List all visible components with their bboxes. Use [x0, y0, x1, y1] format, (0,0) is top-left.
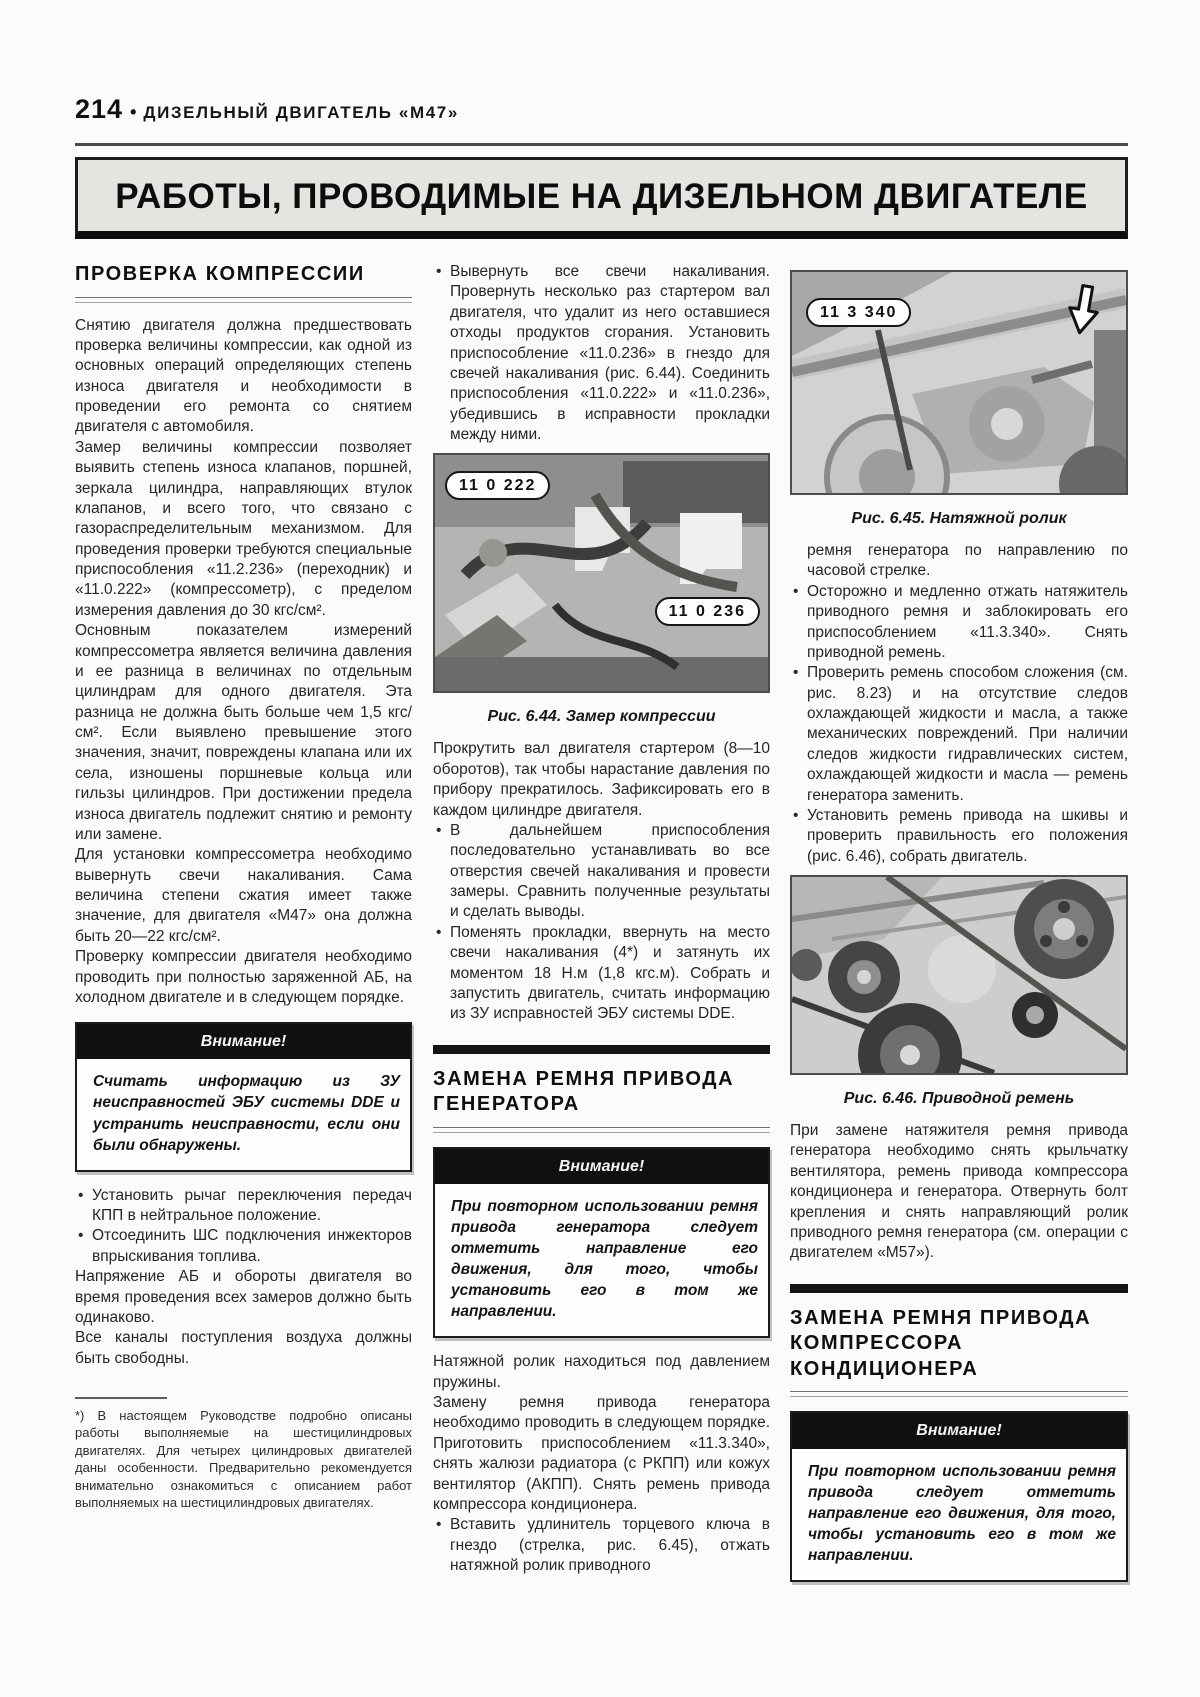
figure-6-44-caption: Рис. 6.44. Замер компрессии — [487, 708, 716, 726]
figure-6-46-photo — [790, 875, 1128, 1075]
body-paragraph: При замене натяжителя ремня привода генератора необходимо снять крыльчатку вентилятора, ремень привода компрессора кондиционера и генератора. Отвернуть болт крепления и снять направляющий ролик приводного ремня генератора (см. операции с двигателем «М57»). — [790, 1122, 1128, 1262]
figure-6-46-caption: Рис. 6.46. Приводной ремень — [843, 1090, 1075, 1108]
warning-text: Считать информацию из ЗУ неисправностей ЭБУ системы DDE и устранить неисправности, если они были обнаружены. — [93, 1073, 400, 1154]
footnote — [75, 1397, 412, 1511]
body-paragraph: Напряжение АБ и обороты двигателя во время проведения всех замеров должно быть одинаково. — [75, 1268, 412, 1326]
bullet-list — [433, 821, 770, 1025]
header-bullet-separator: • — [130, 102, 137, 122]
list-item: • В дальнейшем приспособления последовательно устанавливать во все отверстия свечей накаливания и провести замеры. Сравнить полученные результаты и сделать выводы. — [433, 821, 770, 923]
footnote-rule — [75, 1397, 167, 1399]
warning-text: При повторном использовании ремня привода следует отметить направление его движения, для того, чтобы установить его в том же направлении. — [808, 1462, 1116, 1564]
section-title-rule — [75, 297, 412, 303]
section-title-alternator-belt: ЗАМЕНА РЕМНЯ ПРИВОДА ГЕНЕРАТОРА — [433, 1067, 735, 1116]
list-item: • Отсоединить ШС подключения инжекторов впрыскивания топлива. — [75, 1226, 412, 1267]
list-item: • Установить ремень привода на шкивы и проверить правильность его положения (рис. 6.46), собрать двигатель. — [790, 806, 1128, 867]
bullet-list — [790, 582, 1128, 867]
section-title-rule — [433, 1127, 770, 1133]
tool-badge-11-3-340: 11 3 340 — [806, 298, 911, 327]
warning-title: Внимание! — [77, 1024, 410, 1059]
engine-photo-illustration — [792, 877, 1126, 1073]
tool-badge-11-0-236: 11 0 236 — [655, 597, 760, 626]
tool-badge-11-0-222: 11 0 222 — [445, 471, 550, 500]
body-paragraph: Проверку компрессии двигателя необходимо проводить при полностью заряженной АБ, на холодном двигателе и в следующем порядке. — [75, 948, 412, 1006]
body-paragraph-continuation: ремня генератора по направлению по часовой стрелке. — [807, 542, 1128, 580]
section-header-alternator-belt — [433, 1045, 770, 1133]
warning-text: При повторном использовании ремня привода генератора следует отметить направление его движения, для того, чтобы установить его в том же направлении. — [451, 1197, 758, 1321]
warning-box — [433, 1147, 770, 1339]
section-title-rule — [790, 1391, 1128, 1397]
warning-title: Внимание! — [435, 1149, 768, 1184]
body-paragraph: Снятию двигателя должна предшествовать проверка величины компрессии, как одной из основных операций определяющих степень износа двигателя и необходимости в проведении его ремонта со снятием двигателя с автомобиля. — [75, 316, 412, 436]
section-title-compression-check: ПРОВЕРКА КОМПРЕССИИ — [75, 263, 365, 285]
warning-box — [790, 1411, 1128, 1581]
chapter-title: ДИЗЕЛЬНЫЙ ДВИГАТЕЛЬ «М47» — [143, 103, 459, 122]
section-top-bar — [790, 1284, 1128, 1293]
list-item: • Поменять прокладки, ввернуть на место свечи накаливания (4*) и затянуть их моментом 18 Н.м (1,8 кгс.м). Собрать и запустить двигатель, считать информацию из ЗУ исправностей ЭБУ системы DDE. — [433, 923, 770, 1025]
section-banner — [75, 157, 1128, 239]
column-2 — [433, 262, 770, 1576]
bullet-list — [75, 1186, 412, 1268]
page-number: 214 — [75, 94, 124, 124]
body-paragraph: Основным показателем измерений компрессометра является величина давления и ее разница в величинах по отдельным цилиндрам для одного двигателя. Эта разница не должна быть больше чем 1,5 кгс/см². Если выявлено превышение этого значения, значит, повреждены клапана или их села, изношены поршневые кольца или гильзы цилиндров. При достижении предела износа двигатель подлежит снятию и ремонту или замене. — [75, 622, 412, 843]
section-header-ac-compressor-belt — [790, 1284, 1128, 1398]
body-paragraph: Все каналы поступления воздуха должны быть свободны. — [75, 1329, 412, 1367]
header-rule — [75, 143, 1128, 146]
list-item: • Осторожно и медленно отжать натяжитель приводного ремня и заблокировать его приспособлением «11.3.340». Снять приводной ремень. — [790, 582, 1128, 664]
bullet-list — [433, 262, 770, 445]
figure-6-45-caption: Рис. 6.45. Натяжной ролик — [851, 510, 1067, 527]
body-paragraph: Для установки компрессометра необходимо вывернуть свечи накаливания. Сама величина степени сжатия имеет также значение, для двигателя «М47» она должна быть 20—22 кгс/см². — [75, 846, 412, 945]
column-3 — [790, 262, 1128, 1596]
footnote-text: *) В настоящем Руководстве подробно описаны работы выполняемые на шестицилиндровых двигателях. Для четырех цилиндровых двигателей даны особенности. Предварительно рекомендуется внимательно ознакомиться с описанием работ выполняемых на шестицилиндровых двигателях. — [75, 1408, 412, 1511]
column-1 — [75, 262, 412, 1512]
list-item: • Проверить ремень способом сложения (см. рис. 8.23) и на отсутствие следов охлаждающей жидкости и масла, а также механических повреждений. При наличии следов жидкости гидравлических систем, охлаждающей жидкости и масла — ремень генератора заменить. — [790, 663, 1128, 806]
body-paragraph: Замер величины компрессии позволяет выявить степень износа клапанов, поршней, зеркала цилиндра, направляющих втулок клапанов, и всего того, что связано с газораспределительным механизмом. Для проведения проверки требуются специальные приспособления «11.2.236» (переходник) и «11.0.222» (компрессометр), с пределом измерения давления до 30 кгс/см². — [75, 438, 412, 619]
list-item: • Вставить удлинитель торцевого ключа в гнездо (стрелка, рис. 6.45), отжать натяжной ролик приводного — [433, 1515, 770, 1576]
figure-6-45-photo — [790, 270, 1128, 495]
body-paragraph: Натяжной ролик находиться под давлением пружины. — [433, 1353, 770, 1391]
body-paragraph: Замену ремня привода генератора необходимо проводить в следующем порядке. Приготовить приспособлением «11.3.340», снять жалюзи радиатора (с РКПП) или кожух вентилятор (АКПП). Снять ремень привода компрессора кондиционера. — [433, 1394, 770, 1513]
page-header — [75, 94, 459, 125]
warning-box — [75, 1022, 412, 1171]
list-item: • Вывернуть все свечи накаливания. Провернуть несколько раз стартером вал двигателя, что удалит из него оставшиеся отходы продуктов сгорания. Установить приспособление «11.0.236» в гнездо для свечей накаливания (рис. 6.44). Соединить приспособления «11.0.222» и «11.0.236», убедившись в исправности прокладки между ними. — [433, 262, 770, 445]
body-paragraph: Прокрутить вал двигателя стартером (8—10 оборотов), так чтобы нарастание давления по прибору прекратилось. Зафиксировать его в каждом цилиндре двигателя. — [433, 740, 770, 819]
section-top-bar — [433, 1045, 770, 1054]
warning-title: Внимание! — [792, 1413, 1126, 1448]
figure-6-44-photo — [433, 453, 770, 693]
section-title-ac-compressor-belt: ЗАМЕНА РЕМНЯ ПРИВОДА КОМПРЕССОРА КОНДИЦИОНЕРА — [790, 1306, 1092, 1380]
list-item: • Установить рычаг переключения передач КПП в нейтральное положение. — [75, 1186, 412, 1227]
banner-title: РАБОТЫ, ПРОВОДИМЫЕ НА ДИЗЕЛЬНОМ ДВИГАТЕЛЕ — [115, 177, 1088, 216]
bullet-list — [433, 1515, 770, 1576]
